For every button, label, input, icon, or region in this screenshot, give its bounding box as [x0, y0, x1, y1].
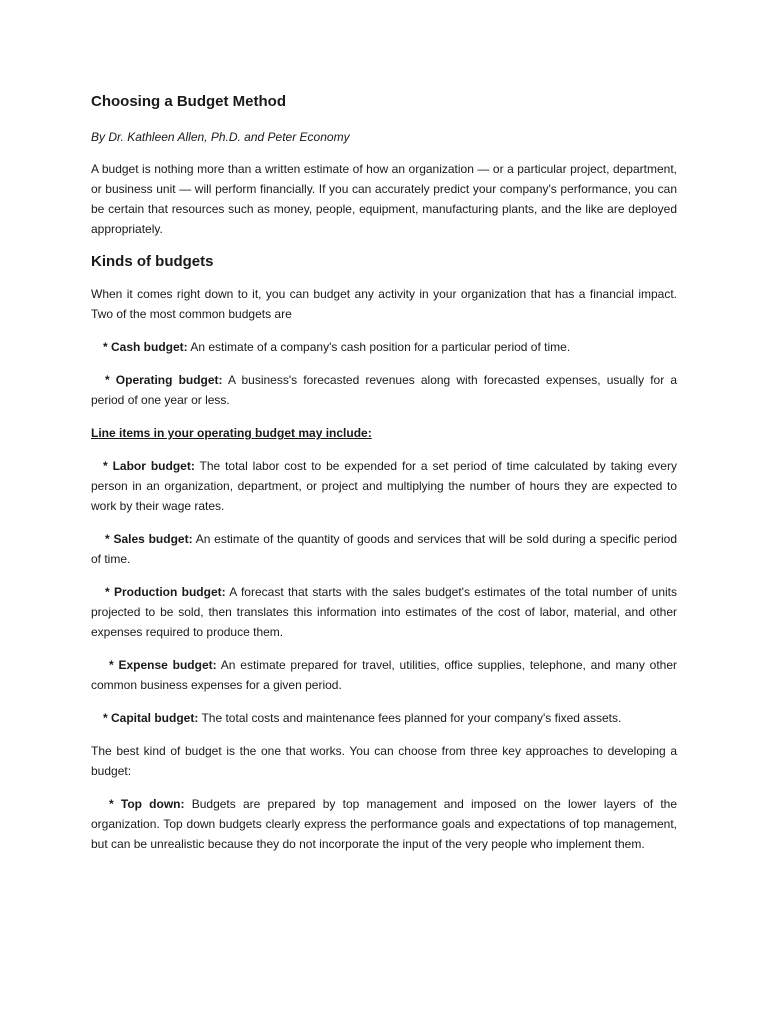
document-page	[91, 92, 677, 867]
byline: By Dr. Kathleen Allen, Ph.D. and Peter Economy	[91, 129, 350, 144]
list-item-top-down	[91, 794, 677, 854]
term-description: A business's forecasted revenues along with forecasted expenses, usually for a period of one year or less.	[91, 373, 678, 407]
term-description: A forecast that starts with the sales budget's estimates of the total number of units projected to be sold, then translates this information into estimates of the cost of labor, material, and other expenses required to produce them.	[91, 585, 677, 639]
list-item-expense-budget	[91, 655, 677, 695]
term-description: An estimate of a company's cash position for a particular period of time.	[187, 340, 571, 354]
term-label: * Top down:	[109, 797, 185, 811]
page-title: Choosing a Budget Method	[91, 93, 286, 110]
list-item-capital-budget	[91, 708, 677, 728]
approaches-intro-paragraph: The best kind of budget is the one that works. You can choose from three key approaches to developing a budget:	[91, 744, 677, 778]
term-label: * Cash budget:	[103, 340, 188, 354]
term-description: Budgets are prepared by top management and imposed on the lower layers of the organization. Top down budgets clearly express the performance goals and expectations of top management, but can be unrealistic because they do not incorporate the input of the very people who implement them.	[91, 797, 677, 851]
term-description: An estimate prepared for travel, utilities, office supplies, telephone, and many other common business expenses for a given period.	[91, 658, 678, 692]
kinds-intro-paragraph: When it comes right down to it, you can budget any activity in your organization that has a financial impact. Two of the most common budgets are	[91, 287, 677, 321]
term-label: * Expense budget:	[109, 658, 217, 672]
list-item-cash-budget	[91, 337, 677, 357]
list-item-production-budget	[91, 582, 677, 642]
term-label: * Labor budget:	[103, 459, 195, 473]
term-label: * Sales budget:	[105, 532, 193, 546]
list-item-labor-budget	[91, 456, 677, 516]
term-label: * Capital budget:	[103, 711, 199, 725]
section-heading-kinds: Kinds of budgets	[91, 252, 214, 270]
intro-paragraph: A budget is nothing more than a written estimate of how an organization — or a particular project, department, or business unit — will perform financially. If you can accurately predict your company's performance, you can be certain that resources such as money, people, equipment, manufacturing plants, and the like are deployed appropriately.	[91, 161, 677, 236]
line-items-heading	[91, 423, 677, 443]
term-description: The total labor cost to be expended for a set period of time calculated by taking every person in an organization, department, or project and multiplying the number of hours they are expected to work by their wage rates.	[91, 459, 677, 513]
underlined-subheading: Line items in your operating budget may include:	[91, 426, 372, 440]
term-description: An estimate of the quantity of goods and services that will be sold during a specific period of time.	[91, 532, 677, 566]
list-item-sales-budget	[91, 529, 677, 569]
term-label: * Operating budget:	[105, 373, 223, 387]
term-description: The total costs and maintenance fees planned for your company's fixed assets.	[198, 711, 622, 725]
list-item-operating-budget	[91, 370, 677, 410]
term-label: * Production budget:	[105, 585, 226, 599]
